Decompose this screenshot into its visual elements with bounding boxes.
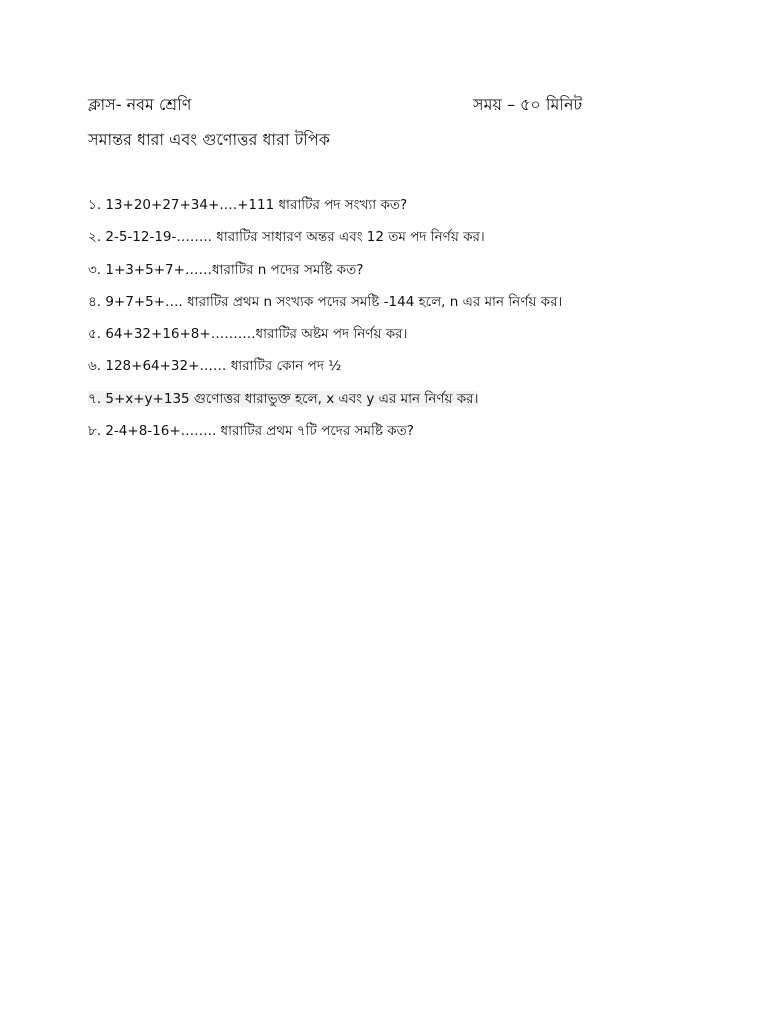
question-text: ৫. 64+32+16+8+……….ধারাটির অষ্টম পদ নির্ণয় কর। xyxy=(88,326,408,343)
question-item-4 xyxy=(88,289,748,321)
question-item-7 xyxy=(88,386,748,418)
question-item-1 xyxy=(88,192,748,224)
question-text: ৭. 5+x+y+135 গুণোত্তর ধারাভুক্ত হলে, x এবং y এর মান নির্ণয় কর। xyxy=(88,390,479,407)
question-item-8 xyxy=(88,418,748,450)
question-text: ২. 2-5-12-19-…….. ধারাটির সাধারণ অন্তর এবং 12 তম পদ নির্ণয় কর। xyxy=(88,229,485,246)
question-text: ১. 13+20+27+34+….+111 ধারাটির পদ সংখ্যা কত? xyxy=(88,197,408,213)
question-item-3 xyxy=(88,257,748,289)
question-item-2 xyxy=(88,224,748,256)
question-text: ৪. 9+7+5+…. ধারাটির প্রথম n সংখ্যক পদের সমষ্টি -144 হলে, n এর মান নির্ণয় কর। xyxy=(88,293,563,310)
topic-title: সমান্তর ধারা এবং গুণোত্তর ধারা টপিক xyxy=(88,130,330,149)
question-item-6 xyxy=(88,353,748,385)
question-text: ৩. 1+3+5+7+……ধারাটির n পদের সমষ্টি কত? xyxy=(88,261,364,278)
time-label: সময় – ৫০ মিনিট xyxy=(473,95,583,114)
worksheet-header xyxy=(88,92,608,118)
class-label: ক্লাস- নবম শ্রেণি xyxy=(88,95,192,114)
question-text: ৬. 128+64+32+…… ধারাটির কোন পদ ½ xyxy=(88,358,342,375)
question-item-5 xyxy=(88,321,748,353)
question-text: ৮. 2-4+8-16+…….. ধারাটির প্রথম ৭টি পদের সমষ্টি কত? xyxy=(88,423,414,440)
question-list xyxy=(88,192,748,450)
